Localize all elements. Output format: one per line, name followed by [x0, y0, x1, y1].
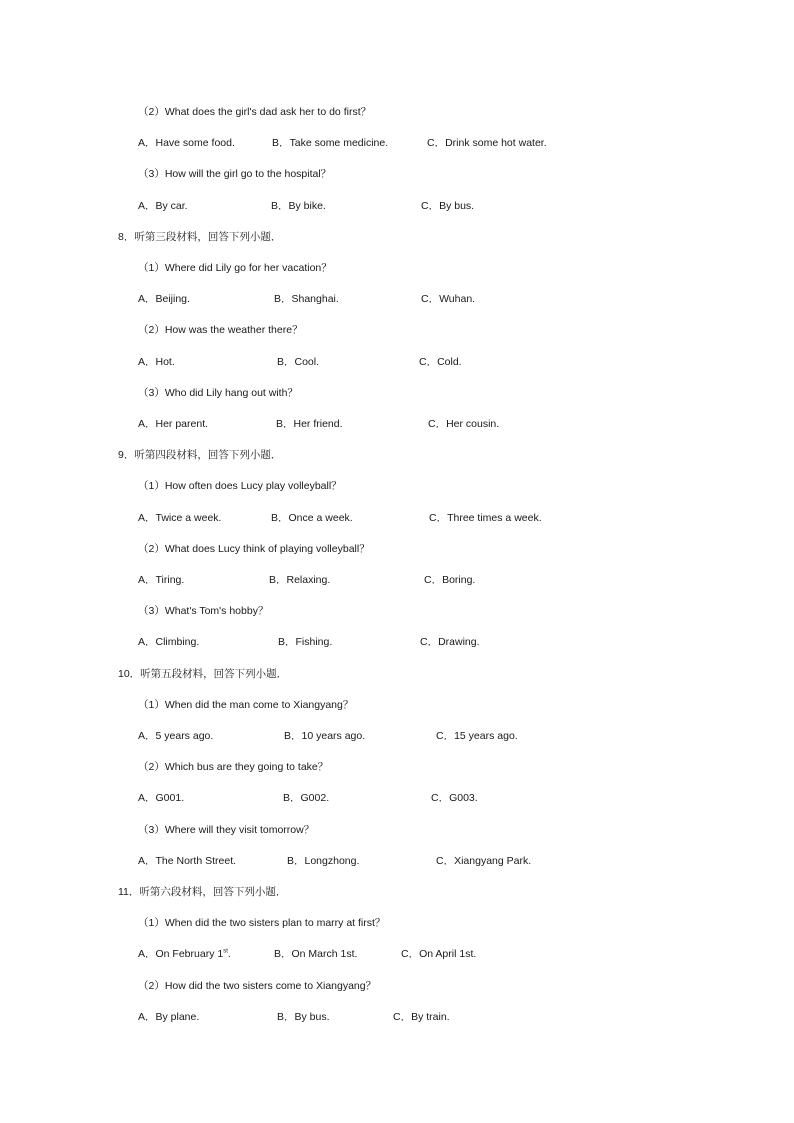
option-11-1-a-period: . — [227, 948, 231, 960]
option-7-2-c: C．Drink some hot water. — [427, 137, 547, 149]
option-8-3-a: A．Her parent. — [138, 418, 209, 430]
option-8-2-c: C．Cold. — [419, 356, 462, 368]
option-8-1-c: C．Wuhan. — [421, 293, 476, 305]
option-11-1-a-text: A．On February 1 — [138, 948, 224, 960]
option-9-2-c: C．Boring. — [424, 574, 476, 586]
option-7-3-a: A．By car. — [138, 200, 188, 212]
question-9-1: （1）How often does Lucy play volleyball？ — [138, 480, 342, 492]
option-10-2-a: A．G001. — [138, 792, 185, 804]
option-11-1-b: B．On March 1st. — [274, 948, 358, 960]
option-10-1-a: A．5 years ago. — [138, 730, 214, 742]
option-10-1-c: C．15 years ago. — [436, 730, 518, 742]
option-8-1-b: B．Shanghai. — [274, 293, 339, 305]
question-11-1: （1）When did the two sisters plan to marry at first？ — [138, 917, 386, 929]
option-7-3-c: C．By bus. — [421, 200, 475, 212]
option-10-1-b: B．10 years ago. — [284, 730, 366, 742]
option-9-3-a: A．Climbing. — [138, 636, 200, 648]
question-7-3: （3）How will the girl go to the hospital？ — [138, 168, 332, 180]
option-8-2-a: A．Hot. — [138, 356, 175, 368]
option-8-3-b: B．Her friend. — [276, 418, 343, 430]
option-9-3-b: B．Fishing. — [278, 636, 333, 648]
question-11-heading: 11．听第六段材料，回答下列小题． — [118, 886, 287, 898]
question-9-heading: 9．听第四段材料，回答下列小题． — [118, 449, 282, 461]
question-7-2: （2）What does the girl's dad ask her to do first？ — [138, 106, 372, 118]
option-7-2-a: A．Have some food. — [138, 137, 235, 149]
question-9-3: （3）What's Tom's hobby？ — [138, 605, 269, 617]
option-7-2-b: B．Take some medicine. — [272, 137, 389, 149]
option-7-3-b: B．By bike. — [271, 200, 326, 212]
option-11-1-a-ordinal: st — [223, 948, 228, 955]
option-10-2-b: B．G002. — [283, 792, 330, 804]
option-11-2-b: B．By bus. — [277, 1011, 330, 1023]
option-11-1-a — [138, 947, 231, 961]
option-9-1-c: C．Three times a week. — [429, 512, 542, 524]
option-9-1-b: B．Once a week. — [271, 512, 353, 524]
option-9-2-a: A．Tiring. — [138, 574, 185, 586]
option-11-2-c: C．By train. — [393, 1011, 450, 1023]
option-9-2-b: B．Relaxing. — [269, 574, 331, 586]
option-8-1-a: A．Beijing. — [138, 293, 190, 305]
option-10-3-a: A．The North Street. — [138, 855, 237, 867]
question-8-heading: 8．听第三段材料，回答下列小题． — [118, 231, 282, 243]
option-9-3-c: C．Drawing. — [420, 636, 480, 648]
option-8-2-b: B．Cool. — [277, 356, 320, 368]
question-10-heading: 10．听第五段材料，回答下列小题． — [118, 668, 288, 680]
question-10-2: （2）Which bus are they going to take？ — [138, 761, 329, 773]
option-11-2-a: A．By plane. — [138, 1011, 200, 1023]
option-10-2-c: C．G003. — [431, 792, 478, 804]
question-8-3: （3）Who did Lily hang out with？ — [138, 387, 298, 399]
question-10-1: （1）When did the man come to Xiangyang？ — [138, 699, 354, 711]
question-8-2: （2）How was the weather there？ — [138, 324, 303, 336]
option-10-3-b: B．Longzhong. — [287, 855, 360, 867]
option-8-3-c: C．Her cousin. — [428, 418, 500, 430]
question-9-2: （2）What does Lucy think of playing volleyball？ — [138, 543, 370, 555]
option-11-1-c: C．On April 1st. — [401, 948, 477, 960]
option-10-3-c: C．Xiangyang Park. — [436, 855, 532, 867]
option-9-1-a: A．Twice a week. — [138, 512, 222, 524]
question-8-1: （1）Where did Lily go for her vacation？ — [138, 262, 332, 274]
question-11-2: （2）How did the two sisters come to Xiangyang？ — [138, 980, 377, 992]
question-10-3: （3）Where will they visit tomorrow？ — [138, 824, 315, 836]
